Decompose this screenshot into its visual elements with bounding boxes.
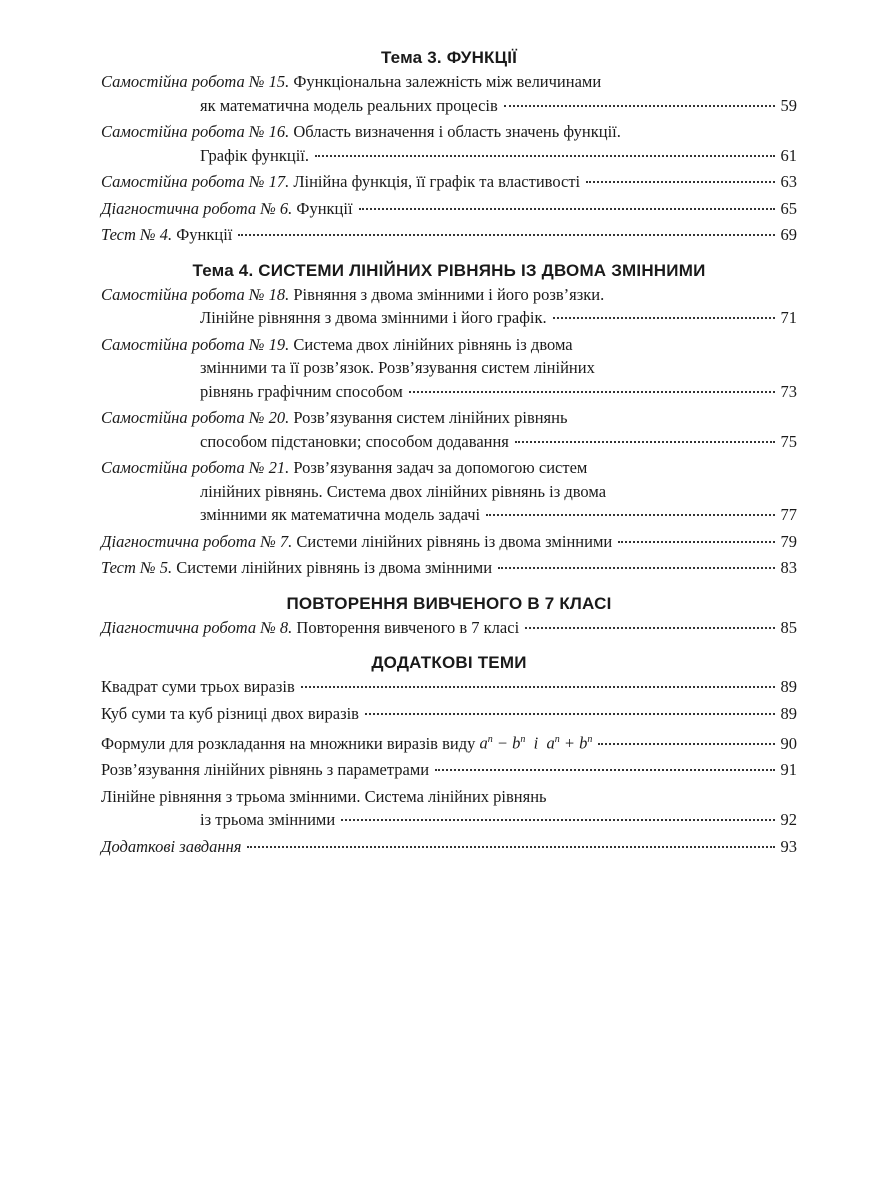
toc-entry[interactable] xyxy=(101,675,797,699)
entry-text: Повторення вивченого в 7 класі xyxy=(296,617,520,637)
toc-entry-line xyxy=(101,406,797,430)
toc-entry[interactable] xyxy=(101,197,797,221)
toc-entry[interactable] xyxy=(101,530,797,554)
toc-entry-line xyxy=(101,456,797,480)
page-number: 77 xyxy=(780,505,797,524)
page-number: 69 xyxy=(780,225,797,244)
dot-leader xyxy=(525,627,774,629)
page-number: 92 xyxy=(780,810,797,829)
entry-text: способом підстановки; способом додавання xyxy=(200,431,509,451)
entry-text: Лінійне рівняння з двома змінними і його графік. xyxy=(200,308,547,327)
toc-entry-line xyxy=(101,503,797,527)
toc-entry[interactable] xyxy=(101,728,797,755)
dot-leader xyxy=(586,181,774,183)
entry-text: як математична модель реальних процесів xyxy=(200,95,498,115)
toc-entry[interactable] xyxy=(101,758,797,782)
toc-entry[interactable] xyxy=(101,170,797,194)
toc-entry-line xyxy=(101,120,797,144)
toc-entry-line xyxy=(101,70,797,94)
page-number: 75 xyxy=(780,431,797,451)
dot-leader xyxy=(301,686,775,688)
toc-entry[interactable] xyxy=(101,556,797,580)
toc-entry-line xyxy=(101,675,797,699)
entry-label: Діагностична робота № 8. xyxy=(101,617,293,637)
toc-entry-line xyxy=(101,144,797,168)
section-spacer xyxy=(101,250,797,259)
page-number: 61 xyxy=(780,145,797,165)
entry-text: Розв’язування систем лінійних рівнянь xyxy=(293,408,568,427)
page-number: 71 xyxy=(780,308,797,327)
page-number: 85 xyxy=(780,617,797,637)
dot-leader xyxy=(341,819,774,821)
toc-entry-line xyxy=(101,333,797,357)
toc-entry[interactable] xyxy=(101,283,797,330)
page-number: 59 xyxy=(780,95,797,115)
toc-entry-line xyxy=(101,430,797,454)
entry-label: Тест № 5. xyxy=(101,558,173,577)
dot-leader xyxy=(486,514,774,516)
page-number: 93 xyxy=(780,836,797,856)
entry-text: Область визначення і область значень функції. xyxy=(293,122,621,141)
section-title: ПОВТОРЕННЯ ВИВЧЕНОГО В 7 КЛАСІ xyxy=(286,593,612,613)
toc-entry-line xyxy=(101,702,797,726)
toc-entry-line xyxy=(101,94,797,118)
entry-text: лінійних рівнянь. Система двох лінійних рівнянь із двома xyxy=(200,481,607,501)
entry-text: рівнянь графічним способом xyxy=(200,381,403,401)
dot-leader xyxy=(365,713,775,715)
section-title: Тема 3. ФУНКЦІЇ xyxy=(380,48,518,67)
toc-entry-line xyxy=(101,197,797,221)
formula-text: $a^n - b^n$ і $a^n + b^n$ xyxy=(479,733,593,753)
toc-entry[interactable] xyxy=(101,333,797,404)
entry-label: Самостійна робота № 15. xyxy=(101,72,290,91)
toc-entry-line xyxy=(101,808,797,832)
entry-text: Функціональна залежність між величинами xyxy=(293,72,602,91)
page-number: 91 xyxy=(780,760,797,779)
toc-entry[interactable] xyxy=(101,616,797,640)
toc-entry[interactable] xyxy=(101,702,797,726)
entry-text: Квадрат суми трьох виразів xyxy=(101,677,295,696)
entry-text: змінними та її розв’язок. Розв’язування систем лінійних xyxy=(200,358,595,377)
section-title: ДОДАТКОВІ ТЕМИ xyxy=(371,653,527,672)
toc-entry-line xyxy=(101,170,797,194)
dot-leader xyxy=(553,317,775,319)
section-title: Тема 4. СИСТЕМИ ЛІНІЙНИХ РІВНЯНЬ ІЗ ДВОМА ЗМІННИМИ xyxy=(192,260,706,280)
dot-leader xyxy=(409,391,775,393)
toc-entry-line xyxy=(101,480,797,504)
page-number: 63 xyxy=(780,172,797,191)
toc-entry[interactable] xyxy=(101,835,797,859)
entry-label: Самостійна робота № 18. xyxy=(101,284,290,304)
toc-entry-line xyxy=(101,306,797,330)
entry-label: Самостійна робота № 19. xyxy=(101,334,290,354)
entry-text: Формули для розкладання на множники виразів виду xyxy=(101,733,476,753)
entry-text: Рівняння з двома змінними і його розв’язки. xyxy=(293,284,605,304)
toc-entry-line xyxy=(101,556,797,580)
entry-text: Лінійне рівняння з трьома змінними. Система лінійних рівнянь xyxy=(101,786,547,806)
dot-leader xyxy=(247,846,774,848)
toc-entry-line xyxy=(101,616,797,640)
dot-leader xyxy=(315,155,775,157)
page-number: 90 xyxy=(780,733,797,753)
toc-entry-line xyxy=(101,356,797,380)
toc-entry[interactable] xyxy=(101,785,797,832)
page-number: 79 xyxy=(780,531,797,551)
entry-text: Розв’язування задач за допомогою систем xyxy=(293,458,588,477)
entry-label: Додаткові завдання xyxy=(101,836,242,856)
toc-entry[interactable] xyxy=(101,70,797,117)
page-number: 89 xyxy=(780,677,797,696)
entry-label: Самостійна робота № 20. xyxy=(101,408,290,427)
entry-text: із трьома змінними xyxy=(200,810,336,829)
toc-entry-line xyxy=(101,758,797,782)
page-number: 83 xyxy=(780,558,797,577)
dot-leader xyxy=(598,743,774,745)
toc-entry-line xyxy=(101,283,797,307)
entry-text: Система двох лінійних рівнянь із двома xyxy=(293,334,573,354)
toc-entry[interactable] xyxy=(101,120,797,167)
dot-leader xyxy=(238,234,774,236)
entry-text: змінними як математична модель задачі xyxy=(200,505,481,524)
dot-leader xyxy=(435,769,774,771)
dot-leader xyxy=(504,105,775,107)
dot-leader xyxy=(498,567,774,569)
toc-entry-line xyxy=(101,223,797,247)
table-of-contents xyxy=(101,46,797,861)
dot-leader xyxy=(359,208,775,210)
dot-leader xyxy=(618,541,774,543)
entry-label: Самостійна робота № 16. xyxy=(101,122,290,141)
entry-text: Системи лінійних рівнянь із двома змінними xyxy=(296,531,613,551)
entry-label: Самостійна робота № 21. xyxy=(101,458,290,477)
toc-entry[interactable] xyxy=(101,223,797,247)
section-spacer xyxy=(101,642,797,651)
toc-entry[interactable] xyxy=(101,456,797,527)
page-number: 89 xyxy=(780,703,797,723)
toc-entry-line xyxy=(101,728,797,755)
entry-text: Куб суми та куб різниці двох виразів xyxy=(101,703,359,723)
toc-entry-line xyxy=(101,380,797,404)
entry-text: Графік функції. xyxy=(200,145,309,165)
toc-entry-line xyxy=(101,530,797,554)
toc-entry-line xyxy=(101,835,797,859)
entry-text: Розв’язування лінійних рівнянь з параметрами xyxy=(101,760,430,779)
toc-entry[interactable] xyxy=(101,406,797,453)
entry-text: Системи лінійних рівнянь із двома змінними xyxy=(176,558,493,577)
section-spacer xyxy=(101,583,797,592)
page-number: 65 xyxy=(780,198,797,218)
toc-entry-line xyxy=(101,785,797,809)
entry-text: Функції xyxy=(296,198,353,218)
dot-leader xyxy=(515,441,775,443)
page-number: 73 xyxy=(780,381,797,401)
entry-label: Діагностична робота № 7. xyxy=(101,531,293,551)
entry-label: Тест № 4. xyxy=(101,225,173,244)
entry-text: Лінійна функція, її графік та властивості xyxy=(293,172,581,191)
entry-text: Функції xyxy=(176,225,233,244)
entry-label: Самостійна робота № 17. xyxy=(101,172,290,191)
entry-label: Діагностична робота № 6. xyxy=(101,198,293,218)
